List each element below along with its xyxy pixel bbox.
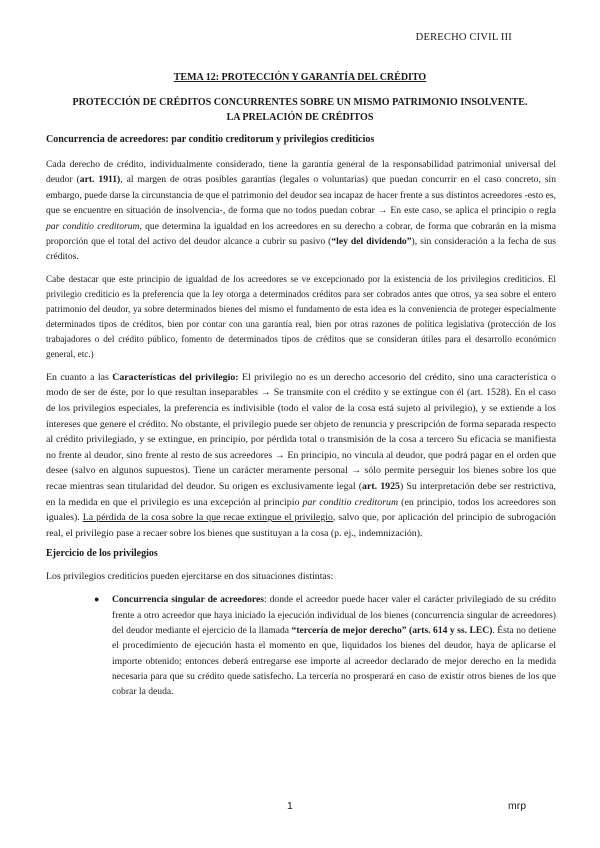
list-item: ● Concurrencia singular de acreedores: donde el acreedor puede hacer valer el carácter privilegiado de su crédito frente a otro acreedor que haya iniciado la ejecución individual de los bienes (concurrencia singular de acreedores) del deudor mediante el ejercicio de la llamada “tercería de mejor derecho” (arts. 614 y ss. LEC). Ésta no detiene el procedimiento de ejecución hasta el momento en que, liquidados los bienes del deudor, haya de aplicarse el importe obtenido; entonces deberá entregarse ese importe al acreedor declarado de mejor derecho en la medida necesaria para que su crédito quede satisfecho. La tercería no prosperará en caso de existir otros bienes de los que cobrar la deuda. xyxy=(94,594,557,698)
page-title: TEMA 12: PROTECCIÓN Y GARANTÍA DEL CRÉDITO xyxy=(173,72,427,83)
bullet-icon: ● xyxy=(94,594,100,605)
paragraph-garantia-general: Cada derecho de crédito, individualmente considerado, tiene la garantía general de la responsabilidad patrimonial universal del deudor (art. 1911), al margen de otras posibles garantías (legales o voluntarias) que puedan concurrir en el caso concreto, sin embargo, puede darse la circunstancia de que el patrimonio del deudor sea incapaz de hacer frente a sus distintos acreedores -esto es, que se encuentre en situación de insolvencia-, de forma que no todos puedan cobrar → En este caso, se aplica el principio o regla par conditio creditorum, que determina la igualdad en los acreedores en su derecho a cobrar, de forma que cobrarán en la misma proporción que el total del activo del deudor alcance a cubrir su pasivo (“ley del dividendo”), sin consideración a la fecha de sus créditos. xyxy=(46,159,557,263)
page-subtitle: PROTECCIÓN DE CRÉDITOS CONCURRENTES SOBRE UN MISMO PATRIMONIO INSOLVENTE. LA PRELACIÓN DE CRÉDITOS xyxy=(72,97,528,123)
page-number: 1 xyxy=(287,800,293,812)
paragraph-ejercicio-intro: Los privilegios crediticios pueden ejercitarse en dos situaciones distintas: xyxy=(46,571,334,583)
author-initials: mrp xyxy=(508,800,527,812)
section-heading-ejercicio: Ejercicio de los privilegios xyxy=(46,548,158,560)
section-heading-concurrencia: Concurrencia de acreedores: par conditio creditorum y privilegios crediticios xyxy=(46,134,375,145)
bullet-list xyxy=(46,592,556,699)
document-body xyxy=(46,134,556,699)
course-header: DERECHO CIVIL III xyxy=(415,32,512,43)
paragraph-caracteristicas: En cuanto a las Características del privilegio: El privilegio no es un derecho accesorio del crédito, sino una característica o modo de ser de éste, por lo que resultan inseparables → Se transmite con el crédito y se extingue con él (art. 1528). En el caso de los privilegios especiales, la preferencia es indivisible (todo el valor de la cosa está sujeto al privilegio), y se extiende a los intereses que genere el crédito. No obstante, el privilegio puede ser objeto de renuncia y prescripción de forma separada respecto al crédito privilegiado, y se extingue, en principio, por pérdida total o transmisión de la cosa a tercero Su eficacia se manifiesta no frente al deudor, sino frente al resto de sus acreedores → En principio, no vincula al deudor, que podrá pagar en el orden que desee (salvo en algunos supuestos). Tiene un carácter meramente personal → sólo permite perseguir los bienes sobre los que recae mientras sean titularidad del deudor. Su origen es exclusivamente legal (art. 1925) Su interpretación debe ser restrictiva, en la medida en que el privilegio es una excepción al principio par conditio creditorum (en principio, todos los acreedores son iguales). La pérdida de la cosa sobre la que recae extingue el privilegio, salvo que, por aplicación del principio de subrogación real, el privilegio pase a recaer sobre los bienes que sustituyan a la cosa (p. ej., indemnización). xyxy=(46,371,557,539)
paragraph-privilegio-crediticio: Cabe destacar que este principio de igualdad de los acreedores se ve excepcionado por la existencia de los privilegios crediticios. El privilegio crediticio es la preferencia que la ley otorga a determinados créditos para ser cobrados antes que otros, ya sea sobre el entero patrimonio del deudor, ya sobre determinados bienes del mismo el fundamento de esta idea es la conveniencia de proteger especialmente determinados tipos de créditos, bien por contar con una garantía real, bien por otras razones de política legislativa (protección de los trabajadores o del crédito público, fomento de determinados tipos de créditos que se consideran útiles para el desarrollo económico general, etc.) xyxy=(46,273,556,359)
